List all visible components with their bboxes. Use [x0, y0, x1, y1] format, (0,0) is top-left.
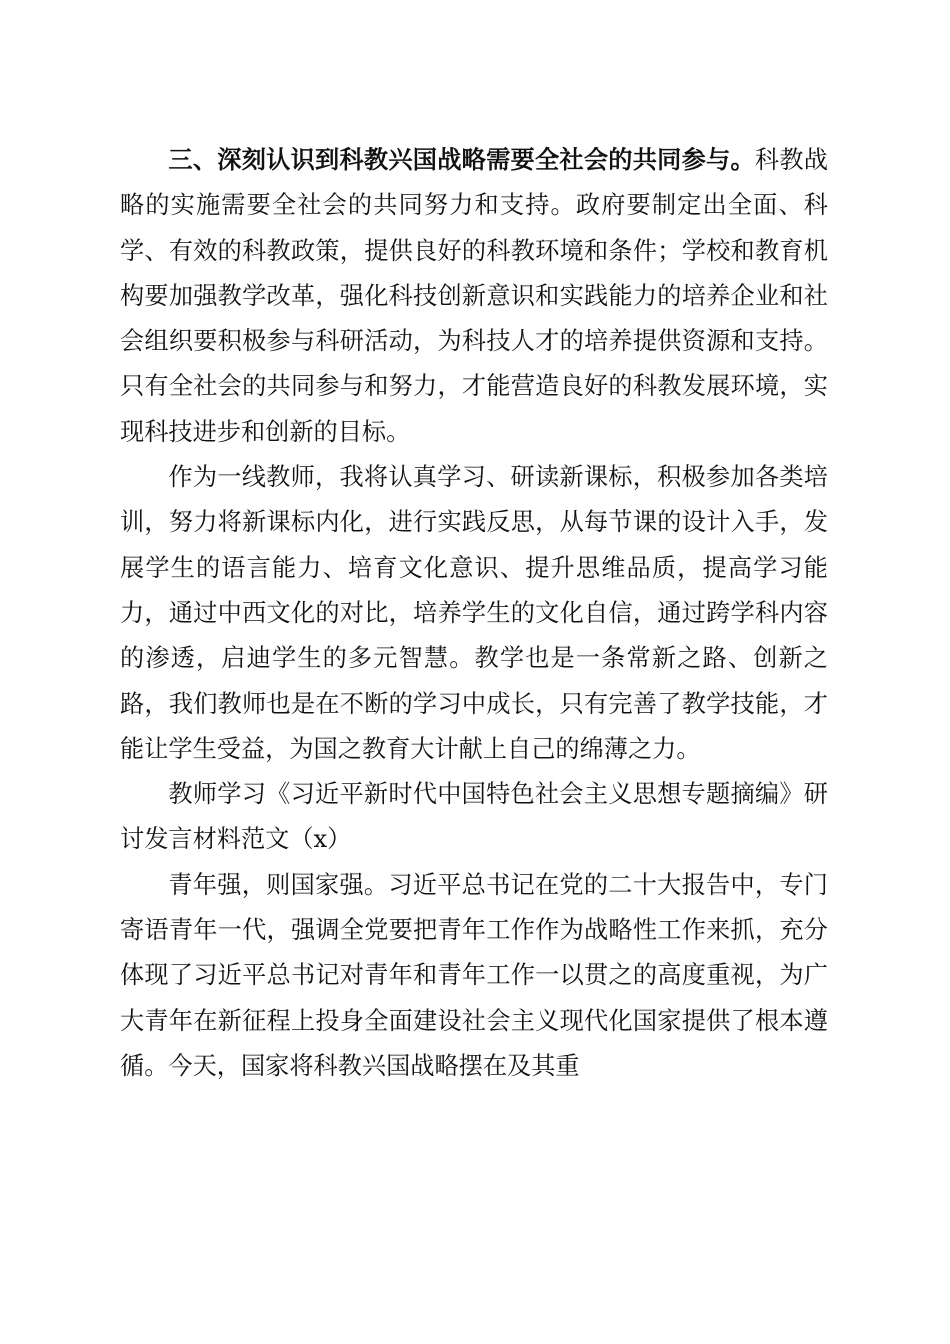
section-heading-three: 三、深刻认识到科教兴国战略需要全社会的共同参与。 — [168, 146, 755, 174]
article-title: 教师学习《习近平新时代中国特色社会主义思想专题摘编》研讨发言材料范文（x） — [120, 780, 828, 854]
paragraph-text: 作为一线教师，我将认真学习、研读新课标，积极参加各类培训，努力将新课标内化，进行实践反思，从每节课的设计入手，发展学生的语言能力、培育文化意识、提升思维品质，提高学习能力，通过中西文化的对比，培养学生的文化自信，通过跨学科内容的渗透，启迪学生的多元智慧。教学也是一条常新之路、创新之路，我们教师也是在不断的学习中成长，只有完善了教学技能，才能让学生受益，为国之教育大计献上自己的绵薄之力。 — [120, 463, 828, 763]
document-body — [120, 138, 828, 1089]
paragraph-youth-strong — [120, 863, 828, 1089]
paragraph-text: 青年强，则国家强。习近平总书记在党的二十大报告中，专门寄语青年一代，强调全党要把青年工作作为战略性工作来抓，充分体现了习近平总书记对青年和青年工作一以贯之的高度重视，为广大青年在新征程上投身全面建设社会主义现代化国家提供了根本遵循。今天，国家将科教兴国战略摆在及其重 — [120, 870, 828, 1080]
paragraph-frontline-teacher — [120, 455, 828, 772]
paragraph-article-title — [120, 772, 828, 863]
paragraph-science-education-participation — [120, 138, 828, 455]
paragraph-text: 科教战略的实施需要全社会的共同努力和支持。政府要制定出全面、科学、有效的科教政策，提供良好的科教环境和条件；学校和教育机构要加强教学改革，强化科技创新意识和实践能力的培养企业和社会组织要积极参与科研活动，为科技人才的培养提供资源和支持。只有全社会的共同参与和努力，才能营造良好的科教发展环境，实现科技进步和创新的目标。 — [120, 146, 828, 446]
